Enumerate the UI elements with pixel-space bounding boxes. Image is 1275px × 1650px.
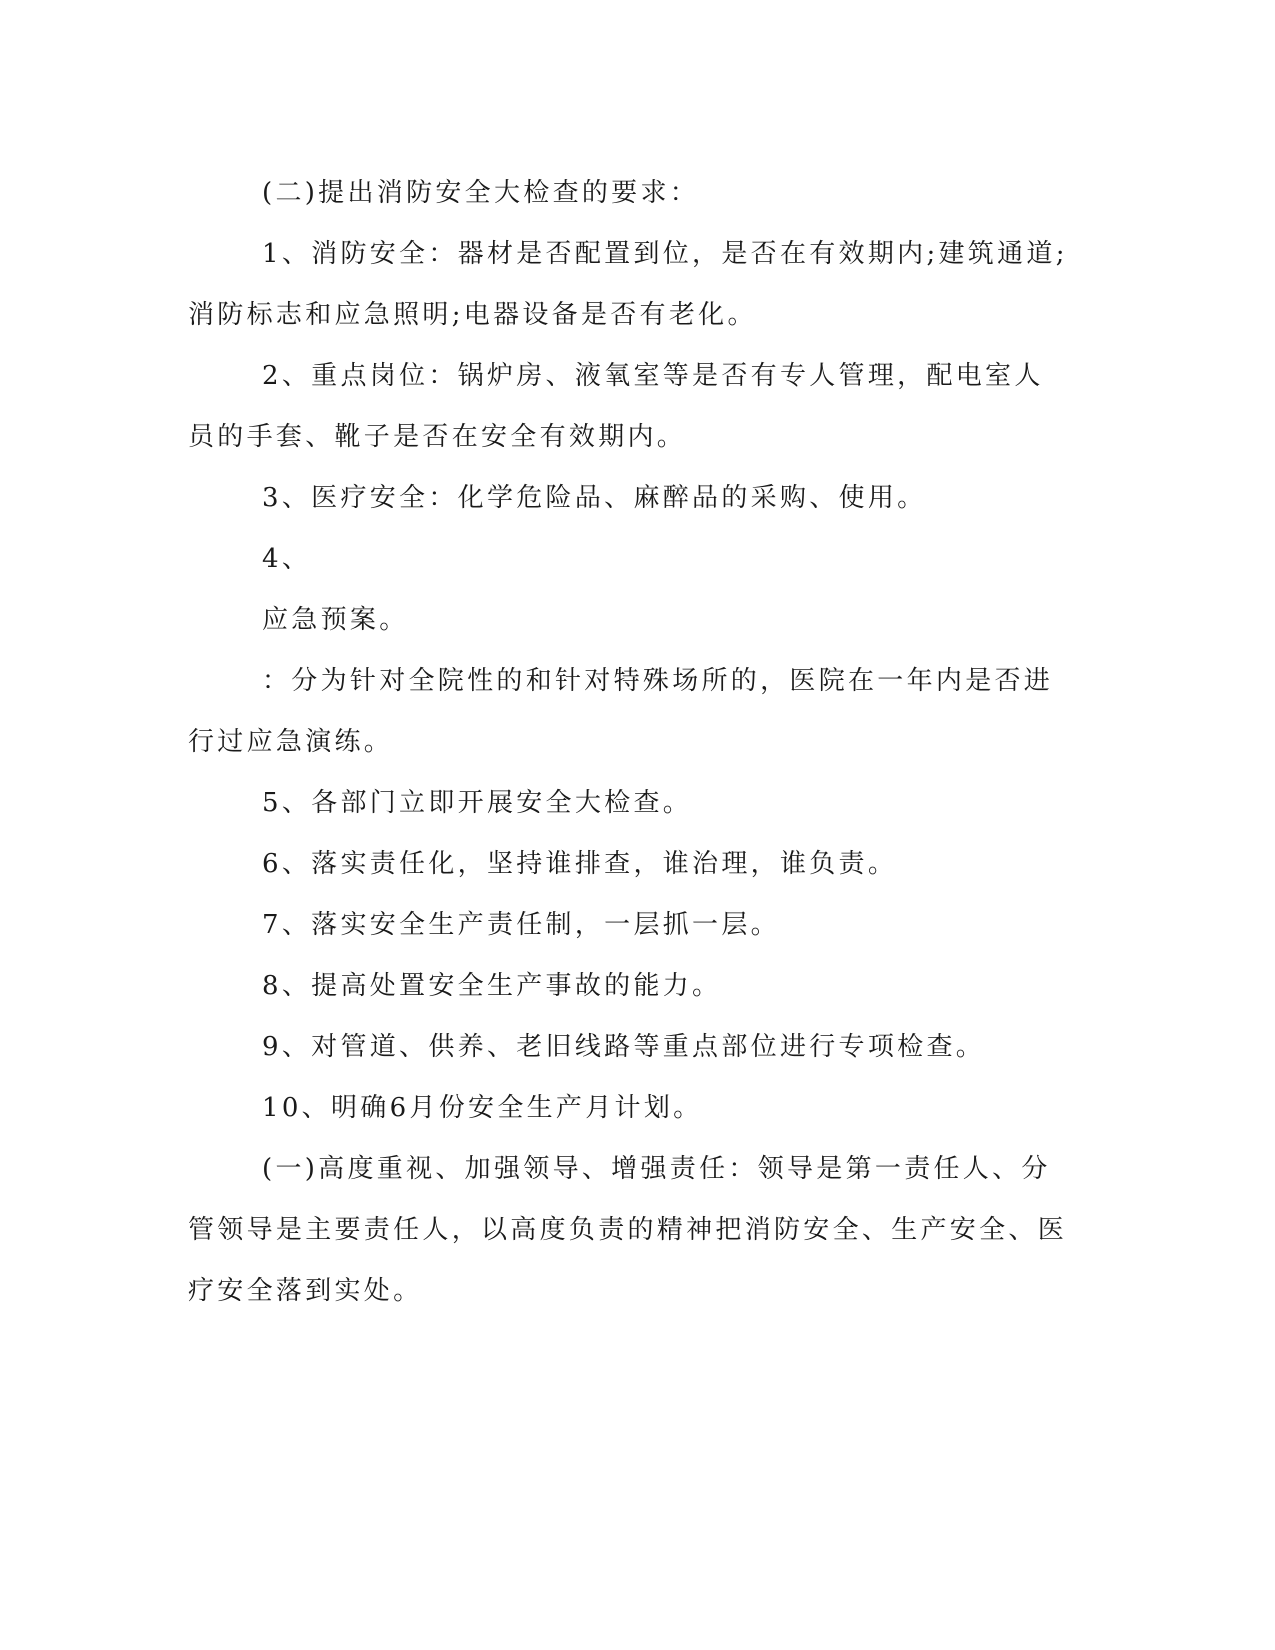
- paragraph-item-4-number: 4、: [262, 544, 312, 574]
- paragraph-item-10-june-plan: 10、明确6月份安全生产月计划。: [262, 1093, 703, 1123]
- paragraph-inspection-requirements-heading: (二)提出消防安全大检查的要求：: [262, 178, 700, 208]
- paragraph-item-2-key-posts: 2、重点岗位：锅炉房、液氧室等是否有专人管理，配电室人员的手套、靴子是否在安全有效期内。: [188, 361, 1044, 452]
- paragraph-item-8-accident-handling: 8、提高处置安全生产事故的能力。: [262, 971, 722, 1001]
- paragraph-leadership-heading: (一)高度重视、加强领导、增强责任：领导是第一责任人、分管领导是主要责任人，以高度负责的精神把消防安全、生产安全、医疗安全落到实处。: [188, 1154, 1068, 1306]
- paragraph-item-7-production-responsibility: 7、落实安全生产责任制，一层抓一层。: [262, 910, 780, 940]
- paragraph-item-1-fire-safety: 1、消防安全：器材是否配置到位，是否在有效期内;建筑通道;消防标志和应急照明;电器设备是否有老化。: [188, 239, 1068, 330]
- paragraph-item-6-responsibility: 6、落实责任化，坚持谁排查，谁治理，谁负责。: [262, 849, 898, 879]
- document-body: [188, 163, 1068, 1322]
- paragraph-item-5-departments: 5、各部门立即开展安全大检查。: [262, 788, 693, 818]
- paragraph-item-9-special-inspection: 9、对管道、供养、老旧线路等重点部位进行专项检查。: [262, 1032, 986, 1062]
- paragraph-emergency-drill: ：分为针对全院性的和针对特殊场所的，医院在一年内是否进行过应急演练。: [188, 666, 1054, 757]
- paragraph-item-3-medical-safety: 3、医疗安全：化学危险品、麻醉品的采购、使用。: [262, 483, 927, 513]
- paragraph-emergency-plan: 应急预案。: [262, 605, 409, 635]
